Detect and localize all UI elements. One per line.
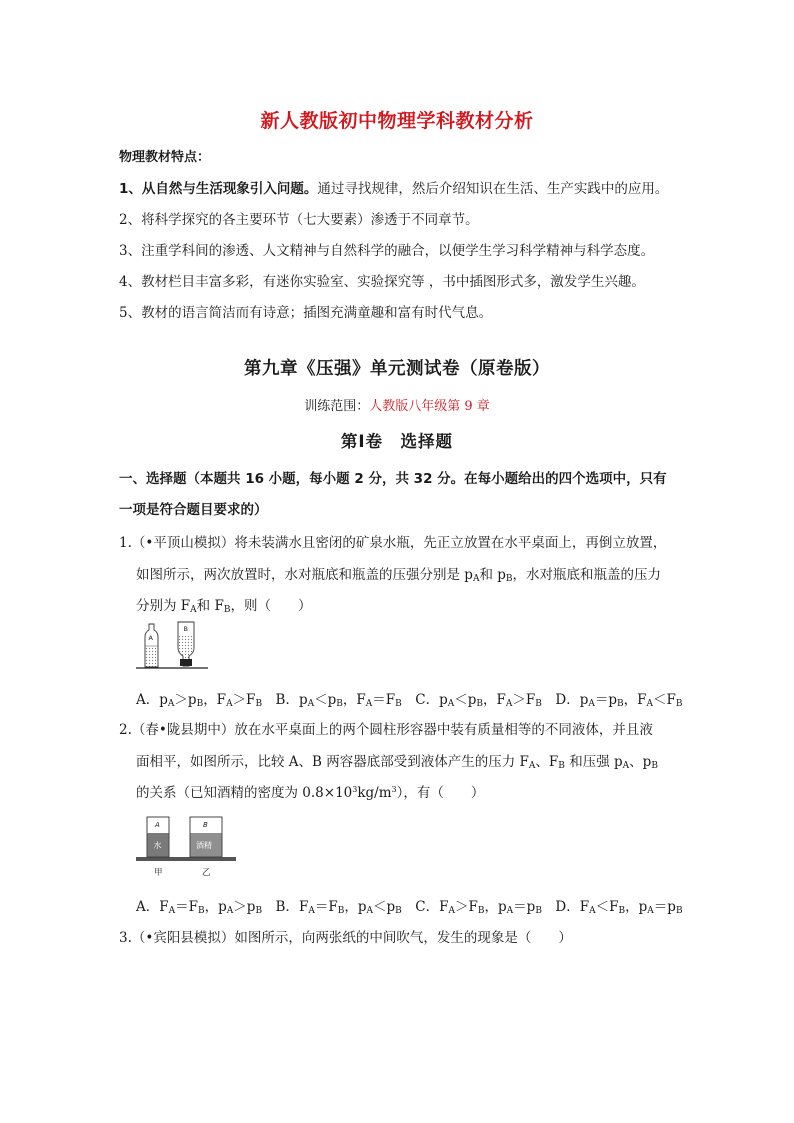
feature-item-4: 4、教材栏目丰富多彩，有迷你实验室、实验探究等 ，书中插图形式多，激发学生兴趣。 <box>119 274 645 290</box>
q2-figure-caption-a: 甲 <box>154 868 163 878</box>
q2-figure-liquid-a: 水 <box>153 841 162 850</box>
sub-a: A <box>472 574 480 584</box>
sub-b: B <box>505 574 513 584</box>
q1-line-2-c: ，水对瓶底和瓶盖的压力 <box>512 567 661 583</box>
q1-figure-label-a: A <box>148 634 153 642</box>
q3-line-1: 3.（•宾阳县模拟）如图所示，向两张纸的中间吹气，发生的现象是（ ） <box>119 930 572 946</box>
feature-item-3: 3、注重学科间的渗透、人文精神与自然科学的融合，以便学生学习科学精神与科学态度。 <box>119 243 655 259</box>
q2-containers-figure <box>134 812 238 878</box>
part-title: 第Ⅰ卷 选择题 <box>340 432 454 451</box>
q2-line-2: 面相平，如图所示，比较 A、B 两容器底部受到液体产生的压力 $F_A$、$F_B$ 和压强 $p_A$、$p_B$ <box>136 754 658 771</box>
q1-bottle-figure <box>136 620 208 670</box>
q1-line-3 <box>136 594 311 615</box>
q2-figure-liquid-b: 酒精 <box>196 841 212 850</box>
q2-options: A．$F_A=F_B$，$p_A>p_B$ B．$F_A=F_B$，$p_A<p_B$ C．$F_A>F_B$，$p_A=p_B$ D．$F_A<F_B$，$p_A=p_B$ <box>136 899 683 916</box>
sub-a: A <box>190 605 197 615</box>
q2-line-3: 的关系（已知酒精的密度为 $0.8\times 10^3kg/m^3$），有（ ） <box>136 785 485 801</box>
document-title: 新人教版初中物理学科教材分析 <box>260 110 534 132</box>
q1-options: A．$p_A>p_B$，$F_A>F_B$ B．$p_A<p_B$，$F_A=F_B$ C．$p_A<p_B$，$F_A>F_B$ D．$p_A=p_B$，$F_A<F_B$ <box>136 692 683 709</box>
training-range-label: 训练范围： <box>304 399 370 414</box>
feature-item-1-lead: 1、从自然与生活现象引入问题。 <box>119 181 318 197</box>
feature-item-2: 2、将科学探究的各主要环节（七大要素）渗透于不同章节。 <box>119 212 479 228</box>
sub-b: B <box>223 605 231 615</box>
feature-item-1-text: 通过寻找规律，然后介绍知识在生活、生产实践中的应用。 <box>317 181 669 197</box>
q1-line-2 <box>136 563 661 584</box>
q1-line-1: 1.（•平顶山模拟）将未装满水且密闭的矿泉水瓶，先正立放置在水平桌面上，再倒立放置， <box>119 535 667 551</box>
q1-line-3-a: 分别为 F <box>136 598 191 614</box>
chapter-title: 第九章《压强》单元测试卷（原卷版） <box>244 359 550 379</box>
section-heading-line-1: 一、选择题（本题共 16 小题，每小题 2 分，共 32 分。在每小题给出的四个选项中，只有 <box>119 471 667 487</box>
q2-figure-label-a: A <box>155 821 160 829</box>
features-heading: 物理教材特点： <box>119 150 211 165</box>
q1-line-2-b: 和 p <box>479 567 506 583</box>
training-range <box>0 395 794 414</box>
q1-figure-label-b: B <box>183 625 188 633</box>
q1-line-2-a: 如图所示，两次放置时，水对瓶底和瓶盖的压强分别是 p <box>136 567 473 583</box>
training-range-value: 人教版八年级第 9 章 <box>369 399 490 414</box>
feature-item-5: 5、教材的语言简洁而有诗意；插图充满童趣和富有时代气息。 <box>119 305 493 321</box>
q1-line-3-b: 和 F <box>196 598 224 614</box>
feature-item-1 <box>119 177 668 197</box>
section-heading-line-2: 一项是符合题目要求的） <box>119 502 268 518</box>
q2-figure-label-b: B <box>203 821 208 829</box>
q2-line-1: 2.（春•陇县期中）放在水平桌面上的两个圆柱形容器中装有质量相等的不同液体，并且液 <box>119 722 653 738</box>
q2-figure-caption-b: 乙 <box>202 868 211 878</box>
q1-line-3-c: ，则（ ） <box>230 598 312 614</box>
